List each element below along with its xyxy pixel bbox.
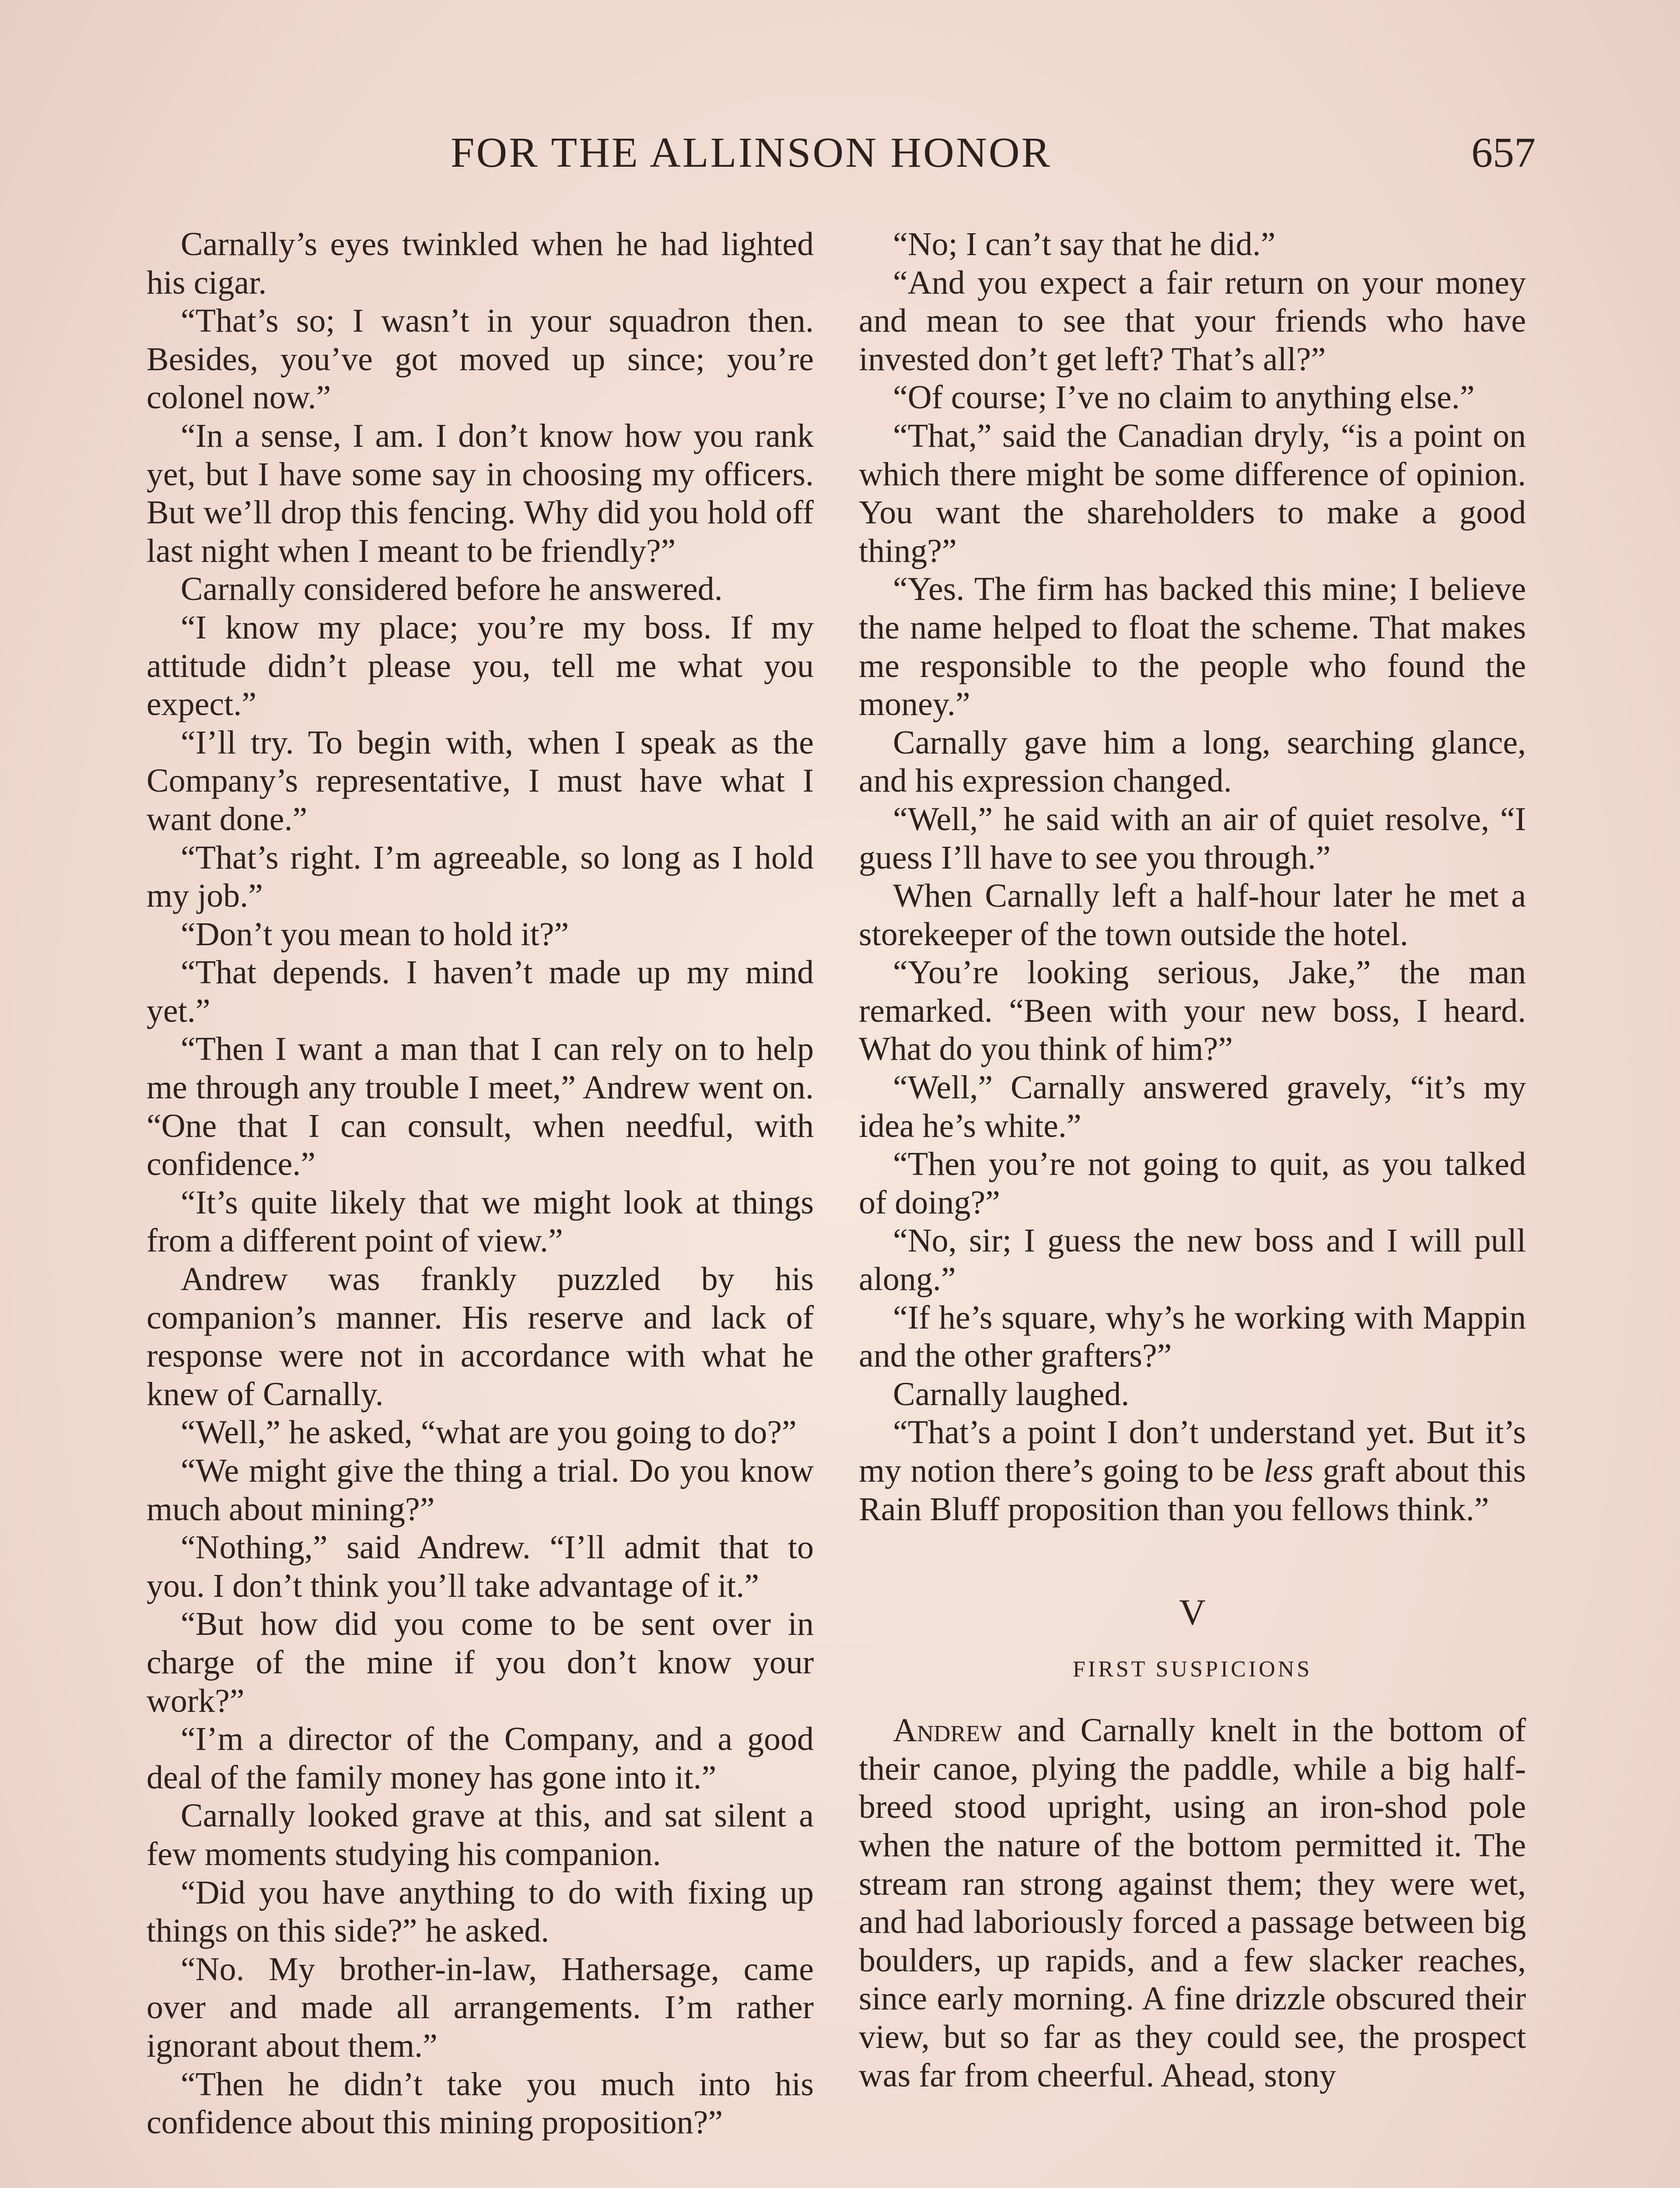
paragraph: “But how did you come to be sent over in charge of the mine if you don’t know your work?” <box>147 1606 814 1719</box>
paragraph: “Nothing,” said Andrew. “I’ll admit that to you. I don’t think you’ll take advantage of it.” <box>147 1529 814 1604</box>
paragraph: “You’re looking serious, Jake,” the man remarked. “Been with your new boss, I heard. What do you think of him?” <box>859 954 1526 1068</box>
paragraph: “Then you’re not going to quit, as you talked of doing?” <box>859 1146 1526 1221</box>
page-number: 657 <box>1471 129 1536 176</box>
paragraph: When Carnally left a half-hour later he met a storekeeper of the town outside the hotel. <box>859 877 1526 953</box>
left-column <box>147 225 814 2142</box>
paragraph: “We might give the thing a trial. Do you know much about mining?” <box>147 1452 814 1528</box>
italic-word: less <box>1264 1452 1314 1489</box>
paragraph: “That’s right. I’m agreeable, so long as I hold my job.” <box>147 839 814 915</box>
paragraph: Carnally looked grave at this, and sat silent a few moments studying his companion. <box>147 1797 814 1872</box>
paragraph: “That,” said the Canadian dryly, “is a point on which there might be some difference of opinion. You want the shareholders to make a good thing?” <box>859 417 1526 569</box>
paragraph: “Well,” Carnally answered gravely, “it’s my idea he’s white.” <box>859 1069 1526 1144</box>
paragraph: “Yes. The firm has backed this mine; I believe the name helped to float the scheme. That makes me responsible to the people who found the money.” <box>859 571 1526 723</box>
paragraph: “No; I can’t say that he did.” <box>893 226 1276 263</box>
paragraph: “No. My brother-in-law, Hathersage, came over and made all arrangements. I’m rather ignorant about them.” <box>147 1950 814 2064</box>
paragraph: “If he’s square, why’s he working with Mappin and the other grafters?” <box>859 1299 1526 1375</box>
paragraph: “Then I want a man that I can rely on to help me through any trouble I meet,” Andrew went on. “One that I can consult, when needful, with confidence.” <box>147 1031 814 1183</box>
paragraph: “That’s so; I wasn’t in your squadron then. Besides, you’ve got moved up since; you’re colonel now.” <box>147 302 814 416</box>
paragraph: “It’s quite likely that we might look at things from a different point of view.” <box>147 1184 814 1259</box>
paragraph: “And you expect a fair return on your money and mean to see that your friends who have invested don’t get left? That’s all?” <box>859 264 1526 378</box>
paragraph: “Of course; I’ve no claim to anything else.” <box>893 379 1475 416</box>
running-head: FOR THE ALLINSON HONOR <box>451 129 1052 176</box>
paragraph: “Well,” he asked, “what are you going to do?” <box>181 1414 797 1451</box>
text-run: graft about this Rain Bluff proposition than you fellows think.” <box>859 1452 1526 1528</box>
chapter-opening-paragraph <box>859 1711 1526 2095</box>
paragraph <box>859 1413 1526 1529</box>
paragraph: “That depends. I haven’t made up my mind yet.” <box>147 954 814 1029</box>
paragraph: Carnally considered before he answered. <box>181 571 723 608</box>
paragraph: Carnally gave him a long, searching glance, and his expression changed. <box>859 724 1526 799</box>
lead-word: Andrew <box>893 1712 1002 1749</box>
paragraph: “I’ll try. To begin with, when I speak as the Company’s representative, I must have what I want done.” <box>147 724 814 838</box>
paragraph: Andrew was frankly puzzled by his companion’s manner. His reserve and lack of response were not in accordance with what he knew of Carnally. <box>147 1261 814 1413</box>
paragraph: Carnally’s eyes twinkled when he had lighted his cigar. <box>147 226 814 301</box>
chapter-number: V <box>1179 1592 1206 1633</box>
paragraph: “Then he didn’t take you much into his confidence about this mining proposition?” <box>147 2065 814 2141</box>
paragraph: “Did you have anything to do with fixing up things on this side?” he asked. <box>147 1874 814 1950</box>
text-run: and Carnally knelt in the bottom of their canoe, plying the paddle, while a big half-breed stood upright, using an iron-shod pole when the nature of the bottom permitted it. The stream ran strong against them; they were wet, and had laboriously forced a passage between big boulders, up rapids, and a few slacker reaches, since early morning. A fine drizzle obscured their view, but so far as they could see, the prospect was far from cheerful. Ahead, stony <box>859 1712 1526 2094</box>
chapter-title: FIRST SUSPICIONS <box>1072 1657 1312 1682</box>
paragraph: “I’m a director of the Company, and a good deal of the family money has gone into it.” <box>147 1721 814 1796</box>
paragraph: “No, sir; I guess the new boss and I will pull along.” <box>859 1222 1526 1298</box>
paragraph: “Don’t you mean to hold it?” <box>181 915 569 953</box>
paragraph: Carnally laughed. <box>893 1375 1130 1413</box>
right-column <box>859 225 1526 2095</box>
paragraph: “I know my place; you’re my boss. If my attitude didn’t please you, tell me what you expect.” <box>147 609 814 723</box>
text-run: “That’s a point I don’t understand yet. But it’s my notion there’s going to be <box>859 1414 1526 1489</box>
paragraph: “In a sense, I am. I don’t know how you rank yet, but I have some say in choosing my officers. But we’ll drop this fencing. Why did you hold off last night when I meant to be friendly?” <box>147 417 814 569</box>
paragraph: “Well,” he said with an air of quiet resolve, “I guess I’ll have to see you through.” <box>859 800 1526 876</box>
